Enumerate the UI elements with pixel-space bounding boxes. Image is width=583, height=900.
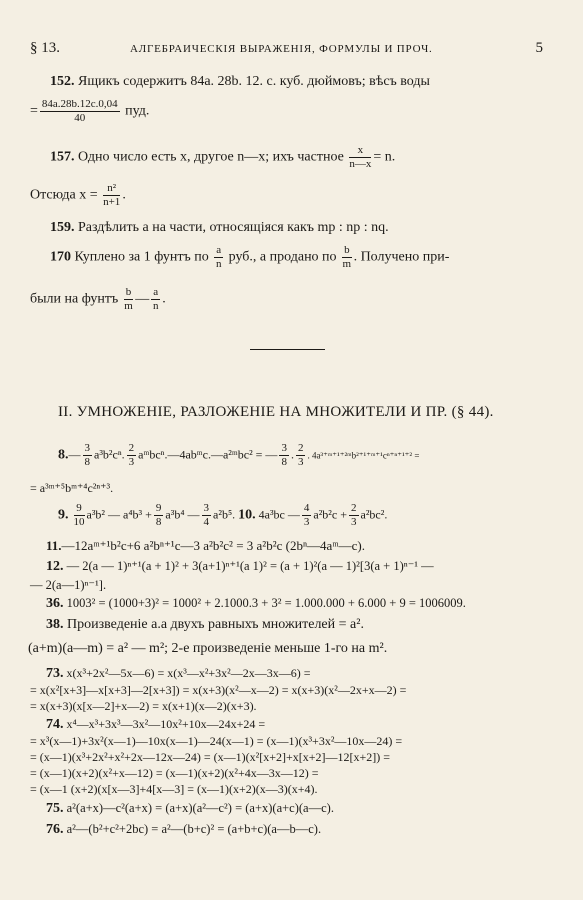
problem-38 (46, 617, 364, 633)
fraction (40, 98, 120, 125)
problem-159 (50, 220, 389, 236)
denominator: 3 (128, 456, 135, 468)
unit: пуд. (125, 103, 150, 119)
running-title: АЛГЕБРАИЧЕСКІЯ ВЫРАЖЕНІЯ, ФОРМУЛЫ И ПРОЧ. (130, 43, 433, 55)
expr-line: = (x—1)(x³+2x²+x²+2x—12x—24) = (x—1)(x²[x+2]+x[x+2]—12[x+2]) = (30, 750, 391, 764)
fraction (342, 244, 352, 271)
expr-part: a²(a+x)—c²(a+x) = (a+x)(a²—c²) = (a+x)(a+c)(a—c). (66, 801, 334, 815)
fraction (296, 442, 306, 469)
denominator: 8 (281, 456, 287, 468)
section-divider (250, 349, 325, 350)
problem-text: Произведеніе a.a двухъ равныхъ множителей = a². (67, 617, 364, 632)
expr-part: a²bc². (360, 507, 388, 522)
numerator: x (349, 144, 371, 158)
fraction (279, 442, 289, 469)
fraction (214, 244, 223, 271)
problem-36 (46, 596, 466, 612)
denominator: n (215, 258, 222, 270)
section-title: II. УМНОЖЕНІЕ, РАЗЛОЖЕНІЕ НА МНОЖИТЕЛИ И ПР. (§ 44). (58, 404, 494, 420)
problem-152 (50, 74, 430, 90)
expr-line: = (x—1)(x+2)(x²+x—12) = (x—1)(x+2)(x²+4x—3x—12) = (30, 766, 319, 780)
problem-170 (50, 244, 449, 271)
numerator: 2 (128, 442, 135, 454)
problem-text: Одно число есть x, другое n—x; ихъ частное (78, 149, 344, 165)
problem-170-cont (30, 286, 166, 313)
numerator: b (344, 244, 350, 256)
numerator: 84a.28b.12c.0,04 (41, 98, 118, 110)
problem-157 (50, 144, 395, 171)
problem-75 (46, 801, 334, 817)
problem-152-result (30, 98, 149, 125)
numerator: 3 (203, 502, 210, 514)
expr-part: 1003² = (1000+3)² = 1000² + 2.1000.3 + 3² = 1.000.000 + 6.000 + 9 = 1006009. (66, 596, 466, 610)
page-header (30, 40, 543, 60)
problem-12-cont (30, 577, 106, 593)
problem-number: 10. (238, 507, 256, 523)
denominator: 4 (203, 516, 210, 528)
problem-74-line (30, 750, 390, 765)
numerator: 3 (84, 442, 90, 454)
expr-part: a³b⁴ — (165, 507, 200, 522)
problem-text: Куплено за 1 фунтъ по (74, 249, 209, 265)
problem-number: 76. (46, 822, 64, 837)
numerator: a (153, 286, 159, 298)
denominator: 3 (351, 516, 357, 528)
expr-part: — (68, 447, 81, 462)
problem-text: руб., а продано по (228, 249, 337, 265)
problem-number: 36. (46, 596, 64, 611)
problem-text: Раздѣлить a на части, относящіяся какъ mp : np : nq. (78, 220, 389, 235)
denominator: m (342, 258, 352, 270)
numerator: 9 (155, 502, 162, 514)
problem-73-line (30, 699, 257, 714)
problem-8-cont (30, 481, 113, 496)
fraction (74, 502, 85, 529)
fraction (349, 144, 371, 171)
fraction (151, 286, 160, 313)
equals-sign: = (30, 103, 38, 119)
problem-number: 74. (46, 717, 64, 732)
problem-9-10 (58, 502, 387, 529)
denominator: n+1 (103, 196, 121, 208)
denominator: 8 (155, 516, 162, 528)
problem-number: 8. (58, 447, 69, 463)
problem-76 (46, 822, 321, 838)
fraction (103, 182, 120, 209)
fraction (83, 442, 93, 469)
problem-74-line (30, 734, 402, 749)
line-text: Отсюда x = (30, 187, 98, 203)
expr-line: = x³(x—1)+3x²(x—1)—10x(x—1)—24(x—1) = (x—1)(x³+3x²—10x—24) = (30, 734, 403, 748)
numerator: n² (103, 182, 120, 196)
problem-73 (46, 666, 311, 682)
expr-part: . (290, 447, 294, 462)
expr-line: = (x—1 (x+2)(x[x—3]+4[x—3] = (x—1)(x+2)(x—3)(x+4). (30, 782, 318, 796)
expr-part: a²b⁵. (213, 507, 236, 522)
equation-tail: . (122, 187, 126, 203)
equation-tail: . (162, 291, 166, 307)
expr-part: 4a³bc — (258, 507, 300, 522)
expr-part: a³b² — a⁴b³ + (86, 507, 152, 522)
problem-number: 75. (46, 801, 64, 816)
fraction (202, 502, 212, 529)
denominator: 10 (73, 516, 85, 528)
problem-number: 9. (58, 507, 69, 523)
numerator: 2 (351, 502, 357, 514)
expr-part: a²—(b²+c²+2bc) = a²—(b+c)² = (a+b+c)(a—b—c). (66, 822, 322, 836)
section-number: § 13. (30, 40, 60, 56)
expr-line: = x(x²[x+3]—x[x+3]—2[x+3]) = x(x+3)(x²—x—2) = x(x+3)(x²—2x+x—2) = (30, 683, 407, 697)
denominator: 3 (303, 516, 310, 528)
problem-text: (a+m)(a—m) = a² — m²; 2-е произведеніе меньше 1-го на m². (28, 641, 388, 656)
page-number: 5 (535, 40, 543, 56)
expr-part: — 2(a—1)ⁿ⁻¹]. (30, 578, 107, 592)
problem-number: 38. (46, 617, 64, 632)
problem-74-line (30, 766, 319, 781)
expr-part: a²b²c + (313, 507, 347, 522)
fraction (127, 442, 137, 469)
numerator: b (125, 286, 132, 298)
equation-tail: = n. (373, 149, 396, 165)
numerator: 9 (74, 502, 85, 516)
denominator: 3 (297, 456, 304, 468)
fraction (349, 502, 359, 529)
problem-11 (46, 538, 365, 554)
problem-12 (46, 558, 434, 575)
minus-sign: — (135, 291, 150, 307)
denominator: 8 (84, 456, 90, 468)
expr-part: a³b²cⁿ. (94, 447, 125, 462)
denominator: n—x (349, 158, 372, 170)
problem-number: 11. (46, 538, 62, 553)
denominator: 40 (74, 112, 86, 124)
problem-number: 159. (50, 220, 75, 235)
numerator: 2 (297, 442, 304, 454)
fraction (124, 286, 134, 313)
problem-73-line (30, 683, 406, 698)
problem-number: 152. (50, 74, 75, 89)
expr-part: . 4a³⁺ᵐ⁺¹⁺²ᵐb²⁺¹⁺ᵐ⁺¹cⁿ⁺ⁿ⁺¹⁺² = (307, 450, 420, 461)
expr-part: aᵐbcⁿ.—4abᵐc.—a²ᵐbc² = — (138, 447, 278, 462)
problem-8 (58, 442, 419, 469)
expr-line: x(x³+2x²—5x—6) = x(x³—x²+3x²—2x—3x—6) = (66, 666, 311, 680)
problem-text: . Получено при- (353, 249, 450, 265)
denominator: n (152, 300, 159, 312)
numerator: 3 (281, 442, 287, 454)
expr-part: — 2(a — 1)ⁿ⁺¹(a + 1)² + 3(a+1)ⁿ⁺¹(a 1)² = (a + 1)²(a — 1)²[3(a + 1)ⁿ⁻¹ — (66, 559, 434, 573)
expr-part: = a³ᵐ⁺⁵bᵐ⁺⁴c²ⁿ⁺³. (30, 481, 114, 495)
fraction (302, 502, 312, 529)
problem-74-line (30, 782, 318, 797)
expr-line: = x(x+3)(x[x—2]+x—2) = x(x+1)(x—2)(x+3). (30, 699, 257, 713)
problem-text: были на фунтъ (30, 291, 119, 307)
denominator: m (124, 300, 133, 312)
fraction (154, 502, 164, 529)
expr-part: —12aᵐ⁺¹b²c+6 a²bⁿ⁺¹c—3 a²b²c² = 3 a²b²c (2bⁿ—4aᵐ—c). (61, 538, 366, 553)
problem-74 (46, 717, 265, 733)
therefore-line (30, 182, 126, 209)
problem-number: 73. (46, 666, 64, 681)
expr-line: x⁴—x³+3x³—3x²—10x²+10x—24x+24 = (66, 717, 266, 731)
problem-38-cont (28, 641, 387, 657)
problem-text: Ящикъ содержитъ 84a. 28b. 12. c. куб. дюймовъ; вѣсъ воды (78, 74, 430, 89)
problem-number: 157. (50, 149, 75, 165)
problem-number: 170 (50, 249, 71, 265)
numerator: a (216, 244, 222, 256)
numerator: 4 (303, 502, 310, 514)
problem-number: 12. (46, 559, 64, 574)
